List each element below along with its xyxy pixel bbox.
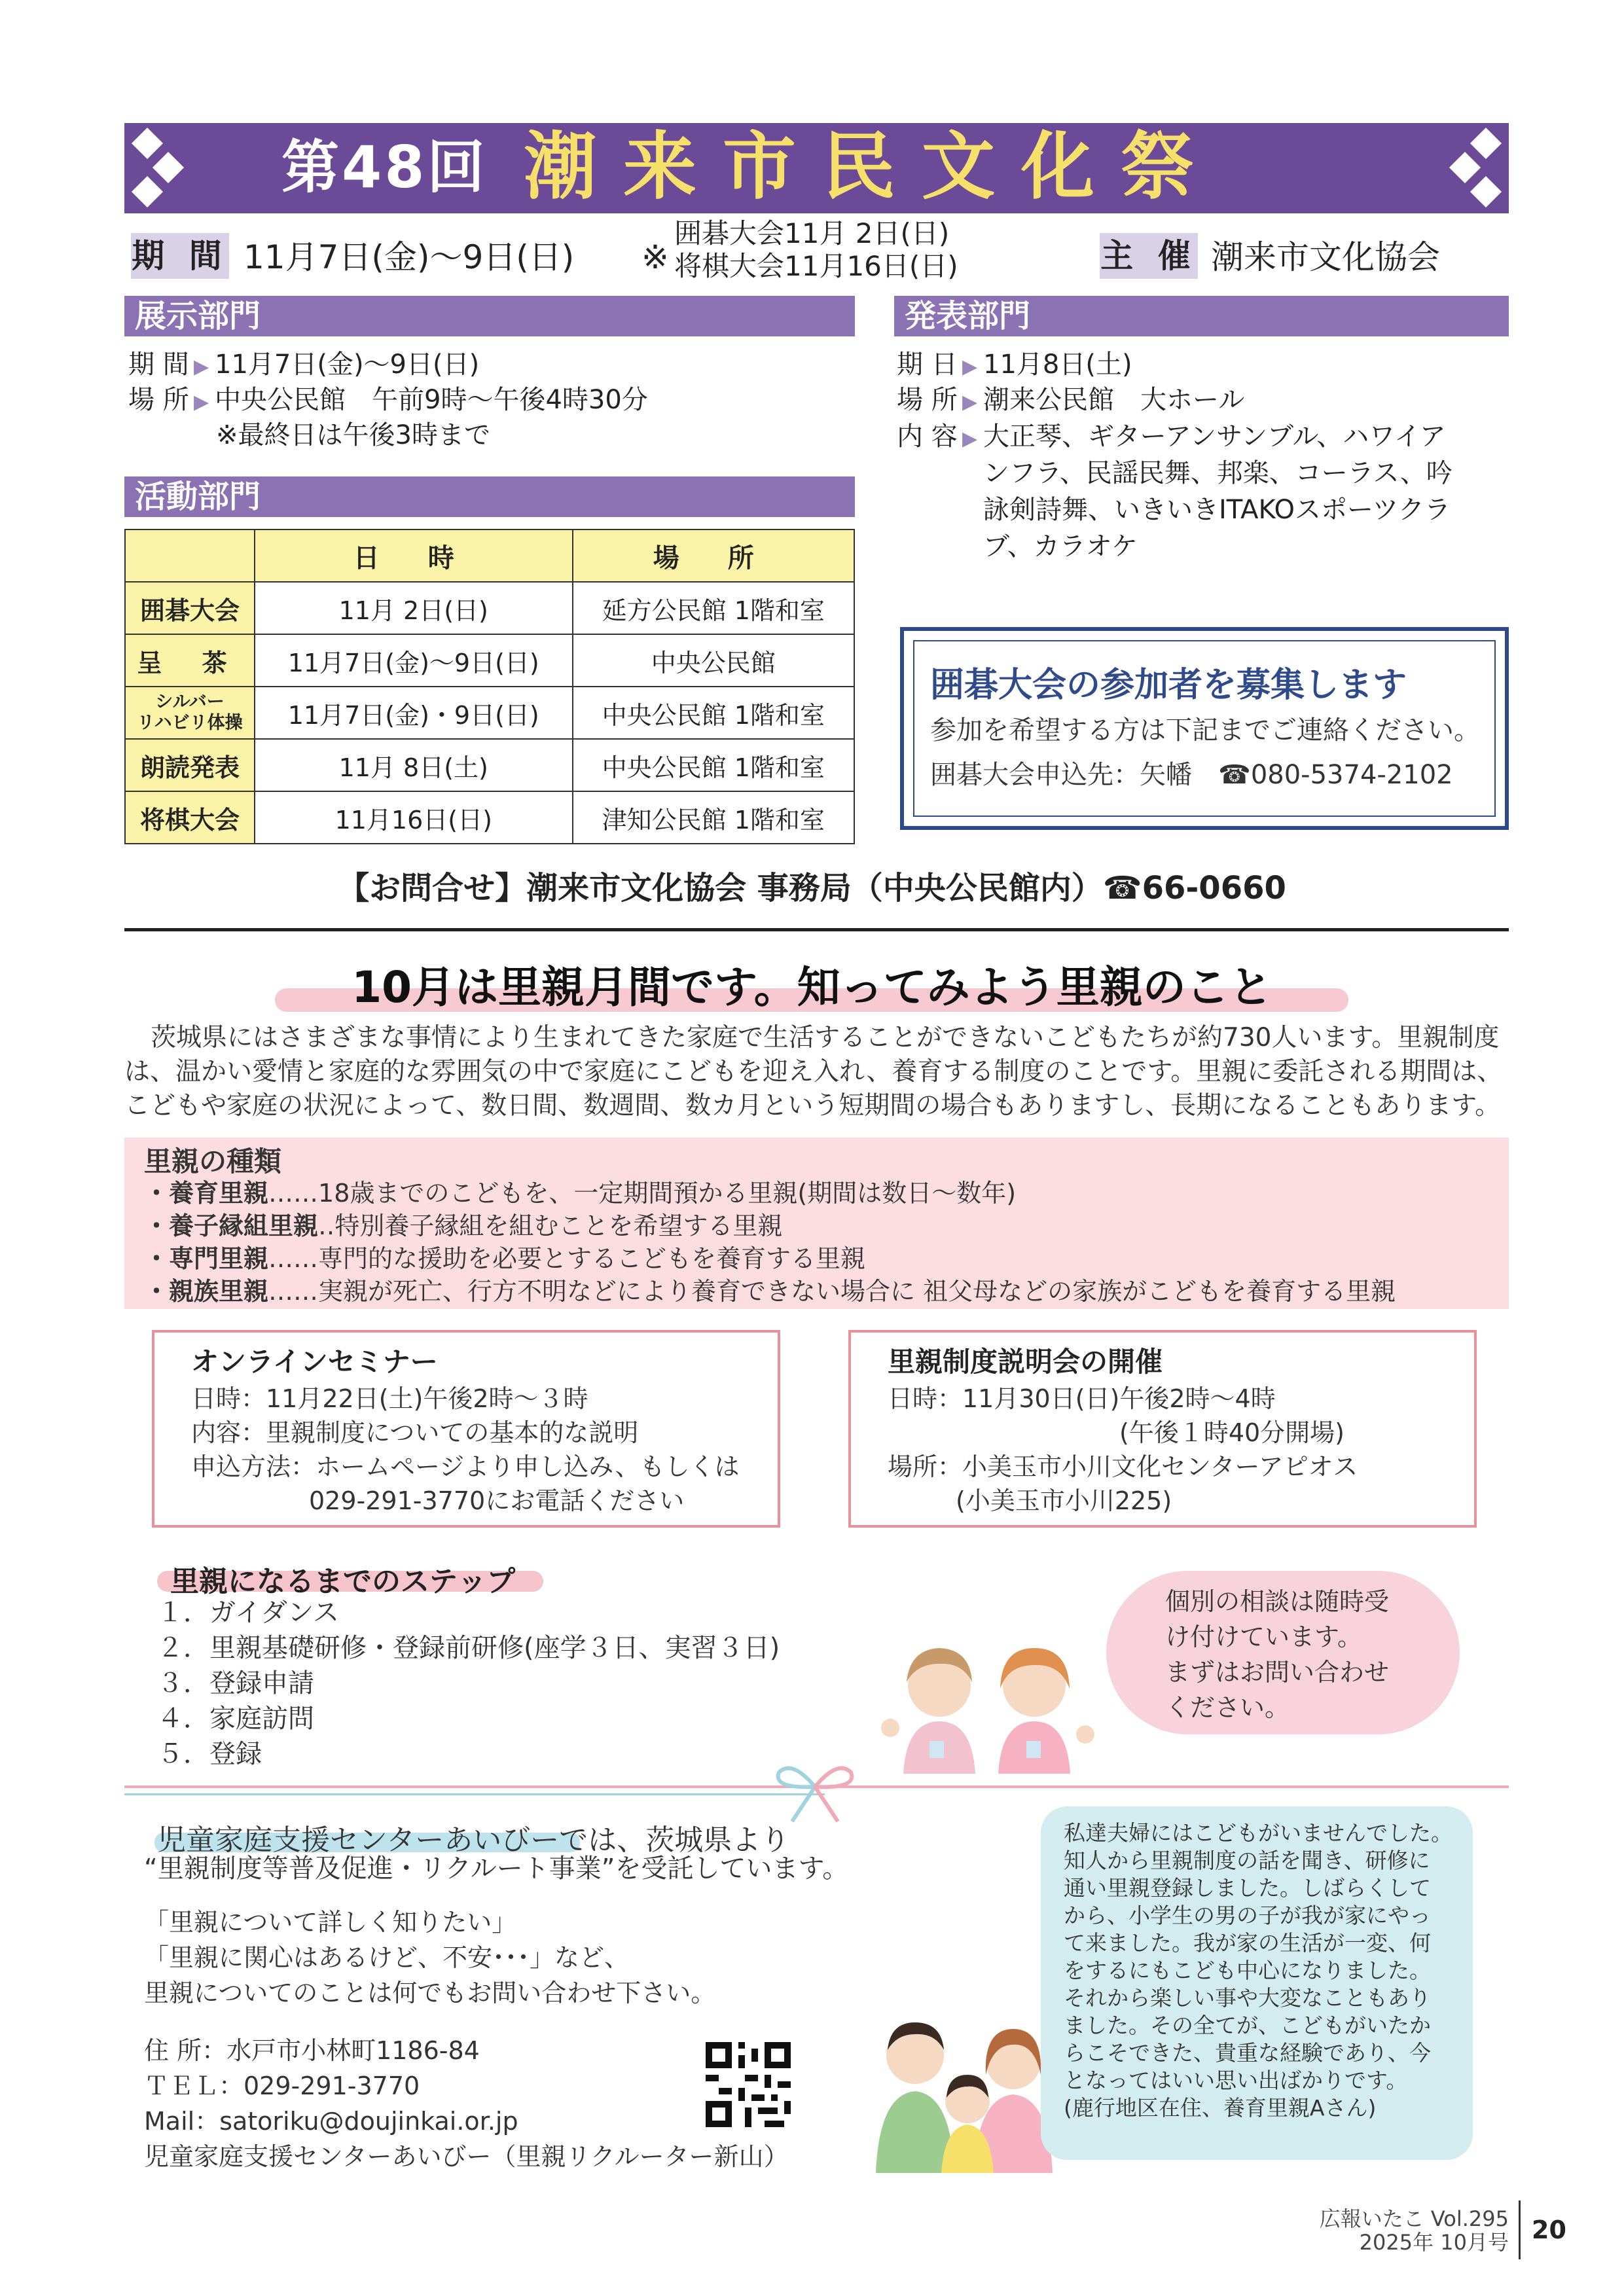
center-tel: ＴＥＬ：029-291-3770 xyxy=(144,2072,420,2100)
foster-type-item xyxy=(144,1242,865,1275)
triangle-icon: ▶ xyxy=(194,391,209,414)
festival-edition: 第48回 xyxy=(281,134,488,201)
triangle-icon: ▶ xyxy=(962,427,978,450)
igo-recruit-contact: 囲碁大会申込先：矢幡 ☎080-5374-2102 xyxy=(930,760,1453,790)
presentation-place-label: 場 所 xyxy=(897,385,958,415)
row-date: 11月7日(金)〜9日(日) xyxy=(255,634,573,687)
appeal-line: 「里親に関心はあるけど、不安･･･」など、 xyxy=(144,1943,630,1972)
testimonial-line: 私達夫婦にはこどもがいませんでした。 xyxy=(1064,1820,1453,1846)
step-item: ３．登録申請 xyxy=(157,1668,314,1698)
row-name: 呈 茶 xyxy=(125,634,255,687)
testimonial-line: て来ました。我が家の生活が一変、何 xyxy=(1064,1930,1431,1956)
center-address: 住 所：水戸市小林町1186-84 xyxy=(144,2036,480,2065)
foster-type-item xyxy=(144,1210,782,1242)
note-shogi: 将棋大会11月16日(日) xyxy=(674,250,958,282)
type-name: ・専門里親 xyxy=(144,1244,269,1273)
note-igo: 囲碁大会11月 2日(日) xyxy=(674,217,950,249)
consultation-text xyxy=(1165,1584,1389,1725)
row-place: 津知公民館 1階和室 xyxy=(573,791,855,844)
bubble-line: ください。 xyxy=(1165,1693,1290,1722)
row-name-line1: シルバー xyxy=(155,692,225,712)
briefing-box xyxy=(848,1330,1477,1528)
presentation-content-line: 詠剣詩舞、いきいきITAKOスポーツクラ xyxy=(983,495,1451,525)
page-number: 20 xyxy=(1532,2215,1566,2244)
row-date: 11月 2日(日) xyxy=(255,582,573,634)
table-row xyxy=(125,791,854,844)
foster-types-heading: 里親の種類 xyxy=(144,1145,282,1177)
foster-title: 10月は里親月間です。知ってみよう里親のこと xyxy=(352,962,1272,1013)
diamond-ornament xyxy=(1449,152,1481,183)
type-dots: …… xyxy=(268,1277,319,1306)
staff-illustration xyxy=(877,1630,1100,1774)
activity-heading: 活動部門 xyxy=(124,476,855,517)
step-item: １．ガイダンス xyxy=(157,1598,339,1628)
row-date: 11月7日(金)・9日(日) xyxy=(255,687,573,739)
step-item: ２．里親基礎研修・登録前研修(座学３日、実習３日) xyxy=(157,1633,780,1663)
presentation-content-line: 大正琴、ギターアンサンブル、ハワイア xyxy=(983,422,1446,452)
center-commission: “里親制度等普及促進・リクルート事業”を受託しています。 xyxy=(144,1854,849,1884)
diamond-ornament xyxy=(132,176,163,207)
inquiry-line: 【お問合せ】潮来市文化協会 事務局（中央公民館内）☎66-0660 xyxy=(338,870,1286,906)
period-label: 期 間 xyxy=(131,233,229,279)
table-row xyxy=(125,739,854,791)
testimonial-line: (鹿行地区在住、養育里親Aさん) xyxy=(1064,2095,1377,2121)
seminar-title: オンラインセミナー xyxy=(191,1346,438,1378)
center-mail: Mail：satoriku@doujinkai.or.jp xyxy=(144,2107,518,2136)
center-suffix: では、茨城県より xyxy=(559,1823,790,1857)
igo-recruit-box xyxy=(900,627,1509,830)
testimonial-line: 通い里親登録しました。しばらくして xyxy=(1064,1875,1431,1901)
diamond-ornament xyxy=(153,152,184,183)
seminar-apply: 申込方法：ホームページより申し込み、もしくは xyxy=(191,1452,740,1481)
footer-magazine xyxy=(1320,2207,1509,2254)
magazine-name: 広報いたこ Vol.295 xyxy=(1319,2206,1509,2231)
diamond-ornament xyxy=(132,128,163,159)
triangle-icon: ▶ xyxy=(194,355,209,378)
briefing-place: 場所：小美玉市小川文化センターアピオス xyxy=(888,1452,1358,1481)
exhibit-period-value: 11月7日(金)〜9日(日) xyxy=(215,350,480,380)
presentation-date-value: 11月8日(土) xyxy=(983,350,1132,380)
ribbon-line xyxy=(124,1793,825,1795)
presentation-content-line: ブ、カラオケ xyxy=(983,531,1138,562)
row-name-line2: リハビリ体操 xyxy=(137,713,243,733)
step-item: ５．登録 xyxy=(157,1739,262,1769)
row-name: 将棋大会 xyxy=(125,791,255,844)
col-place: 場 所 xyxy=(573,529,855,582)
exhibit-heading: 展示部門 xyxy=(124,296,855,336)
testimonial-line: それから楽しい事や大変なこともあり xyxy=(1064,1985,1431,2011)
bubble-line: け付けています。 xyxy=(1165,1623,1362,1651)
testimonial-text xyxy=(1064,1820,1453,2122)
briefing-date: 日時：11月30日(日)午後2時〜4時 xyxy=(888,1384,1276,1413)
type-dots: …… xyxy=(268,1179,319,1208)
seminar-apply-phone: 029-291-3770にお電話ください xyxy=(309,1486,685,1515)
type-desc: 特別養子縁組を組むことを希望する里親 xyxy=(334,1211,783,1240)
type-name: ・養育里親 xyxy=(144,1179,269,1208)
testimonial-line: 知人から里親制度の話を聞き、研修に xyxy=(1064,1848,1430,1873)
steps-title: 里親になるまでのステップ xyxy=(170,1565,516,1598)
testimonial-line: となってはいい思い出ばかりです。 xyxy=(1064,2068,1408,2093)
row-place: 中央公民館 xyxy=(573,634,855,687)
magazine-issue: 2025年 10月号 xyxy=(1359,2230,1509,2255)
table-row xyxy=(125,582,854,634)
briefing-title: 里親制度説明会の開催 xyxy=(888,1346,1163,1378)
row-name: 囲碁大会 xyxy=(125,582,255,634)
triangle-icon: ▶ xyxy=(962,391,978,414)
type-desc: 実親が死亡、行方不明などにより養育できない場合に 祖父母などの家族がこどもを養育する里親 xyxy=(318,1277,1396,1306)
ribbon-bow-icon xyxy=(766,1753,864,1825)
bubble-line: まずはお問い合わせ xyxy=(1165,1658,1390,1687)
row-place: 延方公民館 1階和室 xyxy=(573,582,855,634)
qr-code-icon[interactable] xyxy=(706,2042,791,2127)
presentation-heading: 発表部門 xyxy=(894,296,1509,336)
testimonial-line: から、小学生の男の子が我が家にやっ xyxy=(1064,1903,1431,1928)
table-corner xyxy=(125,529,255,582)
igo-recruit-desc: 参加を希望する方は下記までご連絡ください。 xyxy=(930,715,1480,745)
briefing-open: (午後１時40分開場) xyxy=(1119,1418,1345,1447)
row-place: 中央公民館 1階和室 xyxy=(573,687,855,739)
triangle-icon: ▶ xyxy=(962,355,978,378)
seminar-content: 内容：里親制度についての基本的な説明 xyxy=(191,1418,639,1447)
seminar-box xyxy=(152,1330,780,1528)
type-desc: 専門的な援助を必要とするこどもを養育する里親 xyxy=(318,1244,866,1273)
row-place: 中央公民館 1階和室 xyxy=(573,739,855,791)
row-name xyxy=(125,687,255,739)
section-divider xyxy=(124,928,1509,931)
exhibit-place-label: 場 所 xyxy=(128,385,189,415)
activity-table xyxy=(124,529,855,844)
presentation-content-label: 内 容 xyxy=(897,422,958,452)
exhibit-period-label: 期 間 xyxy=(128,350,189,380)
foster-type-item xyxy=(144,1275,1396,1308)
type-desc: 18歳までのこどもを、一定期間預かる里親(期間は数日〜数年) xyxy=(318,1179,1017,1208)
testimonial-line: をするにもこども中心になりました。 xyxy=(1064,1958,1431,1983)
type-dots: ‥ xyxy=(318,1211,335,1240)
note-mark: ※ xyxy=(641,238,669,276)
type-name: ・親族里親 xyxy=(144,1277,269,1306)
presentation-place-value: 潮来公民館 大ホール xyxy=(983,385,1245,415)
step-item: ４．家庭訪問 xyxy=(157,1704,314,1734)
appeal-line: 里親についてのことは何でもお問い合わせ下さい。 xyxy=(144,1979,716,2007)
table-row xyxy=(125,634,854,687)
presentation-date-label: 期 日 xyxy=(897,350,958,380)
festival-title: 潮来市民文化祭 xyxy=(524,124,1220,209)
center-name: 児童家庭支援センターあいびー xyxy=(157,1823,560,1857)
family-illustration xyxy=(863,2003,1059,2173)
foster-intro: 茨城県にはさまざまな事情により生まれてきた家庭で生活することができないこどもたちが約730人います。里親制度は、温かい愛情と家庭的な雰囲気の中で家庭にこどもを迎え入れ、養育する制度のことです。里親に委託される期間は、こどもや家庭の状況によって、数日間、数週間、数カ月という短期間の場合もありますし、長期になることもあります。 xyxy=(124,1023,1503,1121)
table-header-row xyxy=(125,529,854,582)
row-date: 11月16日(日) xyxy=(255,791,573,844)
exhibit-note: ※最終日は午後3時まで xyxy=(216,420,490,450)
period-value: 11月7日(金)〜9日(日) xyxy=(244,238,575,276)
table-row xyxy=(125,687,854,739)
diamond-ornament xyxy=(1470,176,1502,207)
type-name: ・養子縁組里親 xyxy=(144,1211,319,1240)
presentation-content-line: ンフラ、民謡民舞、邦楽、コーラス、吟 xyxy=(983,458,1453,488)
col-datetime: 日 時 xyxy=(255,529,573,582)
briefing-place-address: (小美玉市小川225) xyxy=(956,1486,1172,1515)
center-recruiter: 児童家庭支援センターあいびー（里親リクルーター新山） xyxy=(144,2142,789,2171)
diamond-ornament xyxy=(1470,128,1502,159)
type-dots: …… xyxy=(268,1244,319,1273)
footer-divider xyxy=(1519,2200,1521,2259)
bubble-line: 個別の相談は随時受 xyxy=(1165,1587,1390,1616)
foster-type-item xyxy=(144,1177,1016,1210)
row-name: 朗読発表 xyxy=(125,739,255,791)
testimonial-line: らこそできた、貴重な経験であり、今 xyxy=(1064,2040,1431,2066)
exhibit-place-value: 中央公民館 午前9時〜午後4時30分 xyxy=(215,385,648,415)
seminar-date: 日時：11月22日(土)午後2時〜３時 xyxy=(191,1384,588,1413)
row-date: 11月 8日(土) xyxy=(255,739,573,791)
host-label: 主 催 xyxy=(1100,233,1198,279)
host-value: 潮来市文化協会 xyxy=(1211,238,1440,276)
appeal-line: 「里親について詳しく知りたい」 xyxy=(144,1908,517,1937)
testimonial-line: ました。その全てが、こどもがいたか xyxy=(1064,2013,1431,2038)
igo-recruit-title: 囲碁大会の参加者を募集します xyxy=(930,666,1407,705)
